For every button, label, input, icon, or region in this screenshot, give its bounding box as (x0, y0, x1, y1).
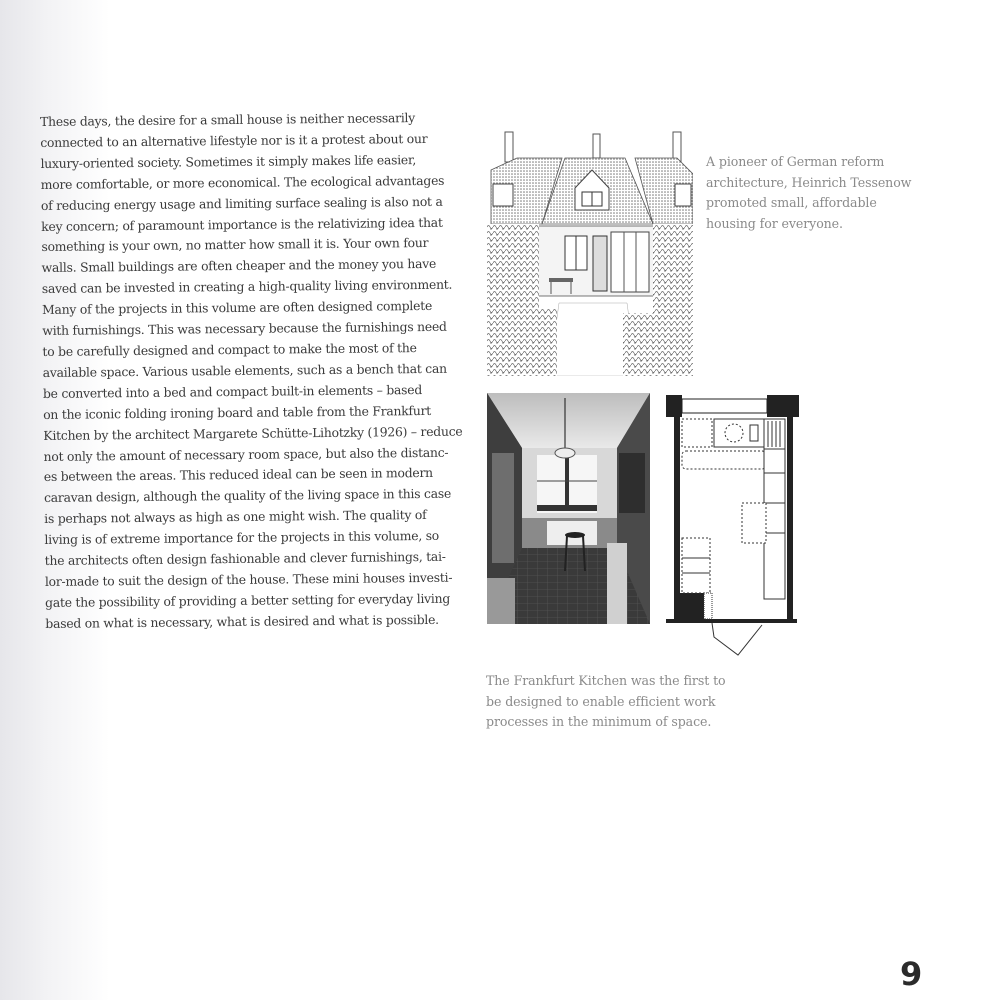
text-line: walls. Small buildings are often cheaper and the money you have (41, 256, 437, 276)
text-line: be converted into a bed and compact built-in elements – based (42, 381, 423, 401)
text-line: something is your own, no matter how small it is. Your own four (41, 235, 429, 255)
text-line: Kitchen by the architect Margarete Schütte-Lihotzky (1926) – reduce (43, 423, 463, 443)
text-line: saved can be invested in creating a high-quality living environment. (41, 276, 453, 297)
text-line: key concern; of paramount importance is the relativizing idea that (41, 214, 443, 234)
text-line: the architects often design fashionable and clever furnishings, tai- (44, 548, 446, 569)
caption-line: The Frankfurt Kitchen was the first to (486, 673, 726, 688)
text-line: on the iconic folding ironing board and table from the Frankfurt (43, 402, 432, 422)
text-line: not only the amount of necessary room space, but also the distanc- (43, 444, 449, 464)
text-line: lor-made to suit the design of the house. These mini houses investi- (44, 569, 453, 589)
text-line: based on what is necessary, what is desired and what is possible. (45, 611, 439, 631)
text-line: Many of the projects in this volume are often designed complete (41, 298, 433, 318)
text-line: gate the possibility of providing a better setting for everyday living (45, 590, 451, 610)
caption-line: promoted small, affordable (706, 195, 877, 210)
body-paragraph (40, 107, 485, 634)
text-line: es between the areas. This reduced ideal can be seen in modern (43, 465, 433, 485)
text-line: more comfortable, or more economical. The ecological advantages (40, 172, 445, 192)
text-line: connected to an alternative lifestyle nor is it a protest about our (40, 130, 428, 150)
text-line: luxury-oriented society. Sometimes it simply makes life easier, (40, 151, 417, 171)
frankfurt-kitchen-caption (486, 671, 726, 733)
text-line: of reducing energy usage and limiting surface sealing is also not a (40, 193, 443, 213)
caption-line: be designed to enable efficient work (486, 693, 716, 709)
caption-line: A pioneer of German reform (706, 154, 885, 169)
text-line: caravan design, although the quality of the living space in this case (43, 486, 452, 506)
kitchen-photo-image (487, 393, 650, 624)
caption-line: processes in the minimum of space. (486, 714, 712, 729)
page-number: 9 (900, 955, 923, 993)
text-line: available space. Various usable elements, such as a bench that can (42, 360, 447, 380)
text-line: These days, the desire for a small house is neither necessarily (40, 110, 416, 129)
text-line: to be carefully designed and compact to make the most of the (42, 340, 417, 359)
kitchen-floor-plan-image (664, 393, 799, 658)
text-line: is perhaps not always as high as one might wish. The quality of (44, 507, 427, 527)
text-line: with furnishings. This was necessary because the furnishings need (42, 318, 447, 339)
caption-line: housing for everyone. (706, 215, 843, 231)
house-sketch-caption (706, 152, 911, 234)
text-line: living is of extreme importance for the projects in this volume, so (44, 527, 440, 548)
house-sketch-image (487, 128, 693, 376)
caption-line: architecture, Heinrich Tessenow (706, 174, 912, 190)
